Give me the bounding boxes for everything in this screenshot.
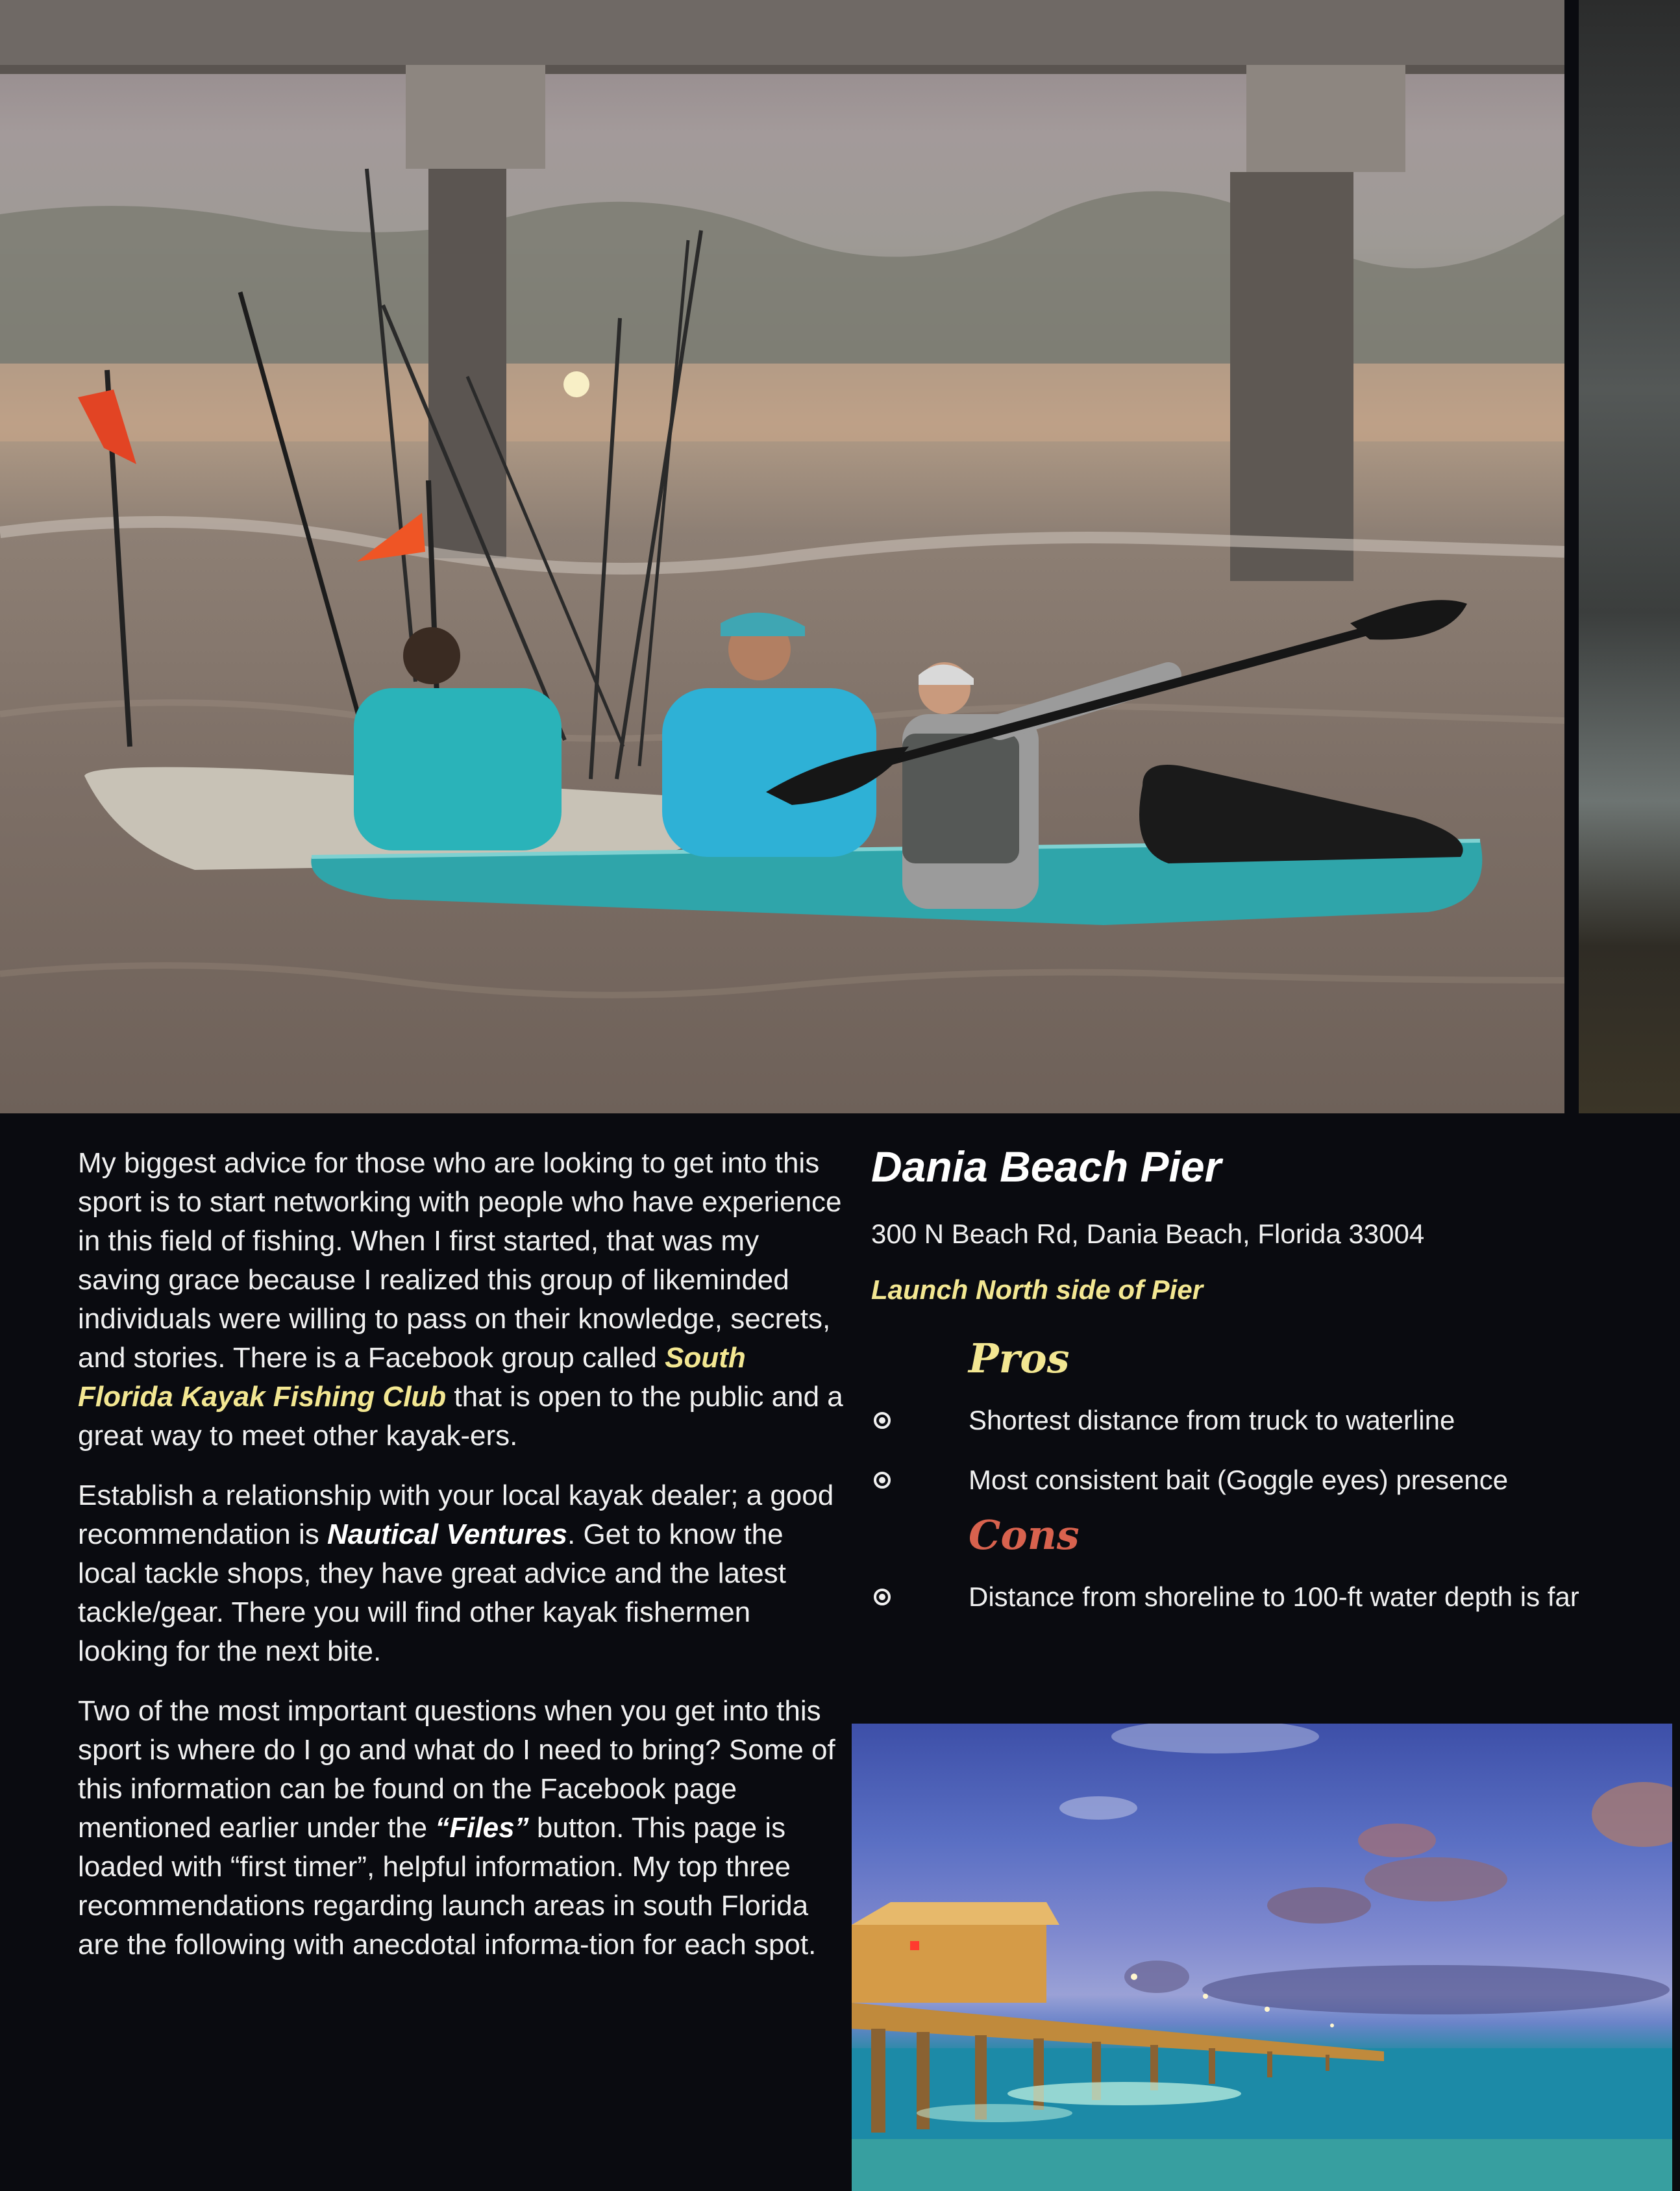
spot-launch-note: Launch North side of Pier xyxy=(871,1274,1204,1305)
paragraph-2-text-end: . Get to know the local tackle shops, they have great advice and the latest tackle/gear. There you will find other kayak fishermen looking for the next bite. xyxy=(78,1518,786,1667)
paragraph-3-text-start: Two of the most important questions when you get into this sport is where do I go and what do I need to bring? Some of this information can be found on the Facebook page mentioned earlier under the xyxy=(78,1695,835,1844)
pros-item xyxy=(871,1456,1676,1504)
radio-bullet-icon xyxy=(874,1472,891,1489)
pros-item-text: Most consistent bait (Goggle eyes) presence xyxy=(969,1465,1509,1495)
photo-gap xyxy=(1564,0,1579,1113)
radio-bullet-icon xyxy=(874,1412,891,1429)
pros-heading: Pros xyxy=(969,1335,1070,1382)
kayak-dealer-name: Nautical Ventures xyxy=(327,1518,567,1550)
article-paragraph-3 xyxy=(78,1692,844,1964)
paragraph-2-text-start: Establish a relationship with your local kayak dealer; a good recommendation is xyxy=(78,1479,834,1550)
spot-address: 300 N Beach Rd, Dania Beach, Florida 33004 xyxy=(871,1219,1425,1249)
article-paragraph-1 xyxy=(78,1144,844,1455)
hero-photo-kayak-fishermen xyxy=(0,0,1564,1113)
article-body xyxy=(78,1144,844,1985)
pier-photo-dania-beach xyxy=(852,1724,1672,2191)
side-photo-strip-waves xyxy=(1579,0,1680,1113)
cons-heading: Cons xyxy=(969,1511,1080,1559)
cons-item-text: Distance from shoreline to 100-ft water depth is far xyxy=(969,1581,1579,1612)
files-button-reference: “Files” xyxy=(435,1812,529,1844)
pros-item-text: Shortest distance from truck to waterline xyxy=(969,1405,1455,1435)
spot-title: Dania Beach Pier xyxy=(871,1143,1222,1191)
paragraph-3-text-end: button. This page is loaded with “first timer”, helpful information. My top three recommendations regarding launch areas in south Florida are the following with anecdotal informa-tion for each spot. xyxy=(78,1812,817,1961)
pros-item xyxy=(871,1396,1676,1444)
paragraph-1-text-start: My biggest advice for those who are looking to get into this sport is to start networking with people who have experience in this field of fishing. When I first started, that was my saving grace because I realized this group of likeminded individuals were willing to pass on their knowledge, secrets, and stories. There is a Facebook group called xyxy=(78,1147,842,1374)
paragraph-1-text-end: that is open to the public and a great way to meet other kayak-ers. xyxy=(78,1381,843,1452)
article-paragraph-2 xyxy=(78,1476,844,1671)
radio-bullet-icon xyxy=(874,1589,891,1605)
cons-item xyxy=(871,1573,1676,1621)
spot-info xyxy=(871,1139,1676,1621)
kayak-scene-illustration xyxy=(0,0,1564,1113)
facebook-group-name: South Florida Kayak Fishing Club xyxy=(78,1342,746,1413)
pier-scene-illustration xyxy=(852,1724,1672,2191)
